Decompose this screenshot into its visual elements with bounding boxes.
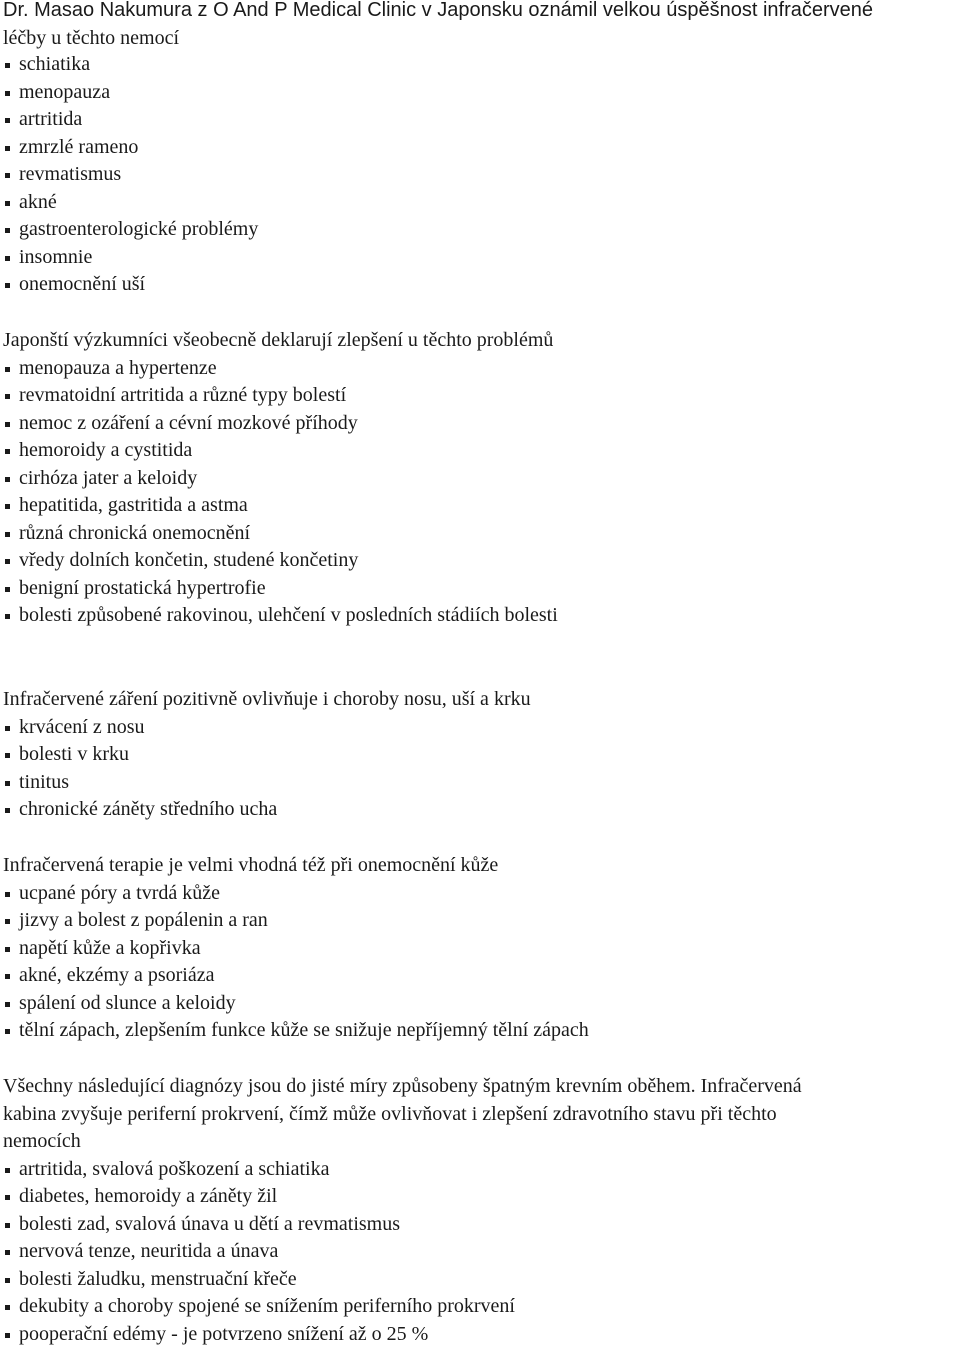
bullet-icon [5, 1223, 10, 1228]
list-item: bolesti zad, svalová únava u dětí a revmatismus [3, 1211, 960, 1239]
bullet-icon [5, 1250, 10, 1255]
list-item: gastroenterologické problémy [3, 216, 960, 244]
circulation-list [3, 1156, 960, 1348]
bullet-icon [5, 974, 10, 979]
bullet-icon [5, 449, 10, 454]
list-item: benigní prostatická hypertrofie [3, 575, 960, 603]
bullet-icon [5, 367, 10, 372]
bullet-icon [5, 1168, 10, 1173]
bullet-icon [5, 256, 10, 261]
list-item: jizvy a bolest z popálenin a ran [3, 907, 960, 935]
section-heading: Japonští výzkumníci všeobecně deklarují zlepšení u těchto problémů [3, 329, 554, 351]
list-item: tělní zápach, zlepšením funkce kůže se snižuje nepříjemný tělní zápach [3, 1017, 960, 1045]
bullet-icon [5, 587, 10, 592]
bullet-icon [5, 1305, 10, 1310]
list-item: ucpané póry a tvrdá kůže [3, 880, 960, 908]
bullet-icon [5, 1333, 10, 1338]
list-item: krvácení z nosu [3, 714, 960, 742]
skin-list [3, 880, 960, 1045]
list-item: schiatika [3, 51, 960, 79]
list-item: bolesti žaludku, menstruační křeče [3, 1266, 960, 1294]
list-item: zmrzlé rameno [3, 134, 960, 162]
bullet-icon [5, 173, 10, 178]
bullet-icon [5, 63, 10, 68]
section-1 [3, 51, 960, 299]
bullet-icon [5, 808, 10, 813]
list-item: artritida, svalová poškození a schiatika [3, 1156, 960, 1184]
bullet-icon [5, 422, 10, 427]
bullet-icon [5, 1029, 10, 1034]
bullet-icon [5, 614, 10, 619]
list-item: revmatismus [3, 161, 960, 189]
list-item: diabetes, hemoroidy a záněty žil [3, 1183, 960, 1211]
section-heading-line-1: Všechny následující diagnózy jsou do jisté míry způsobeny špatným krevním oběhem. Infračervená [3, 1075, 802, 1097]
list-item: tinitus [3, 769, 960, 797]
bullet-icon [5, 753, 10, 758]
bullet-icon [5, 394, 10, 399]
list-item: pooperační edémy - je potvrzeno snížení až o 25 % [3, 1321, 960, 1348]
list-item: dekubity a choroby spojené se snížením periferního prokrvení [3, 1293, 960, 1321]
intro-line-1: Dr. Masao Nakumura z O And P Medical Clinic v Japonsku oznámil velkou úspěšnost infračervené [3, 0, 874, 21]
bullet-icon [5, 283, 10, 288]
list-item: spálení od slunce a keloidy [3, 990, 960, 1018]
bullet-icon [5, 559, 10, 564]
intro-line-2: léčby u těchto nemocí [3, 26, 180, 49]
list-item: bolesti v krku [3, 741, 960, 769]
section-5 [3, 1073, 960, 1348]
section-2 [3, 327, 960, 630]
bullet-icon [5, 201, 10, 206]
list-item: artritida [3, 106, 960, 134]
bullet-icon [5, 504, 10, 509]
list-item: chronické záněty středního ucha [3, 796, 960, 824]
list-item: hepatitida, gastritida a astma [3, 492, 960, 520]
list-item: onemocnění uší [3, 271, 960, 299]
section-heading-line-3: nemocích [3, 1130, 81, 1152]
list-item: nemoc z ozáření a cévní mozkové příhody [3, 410, 960, 438]
list-item: menopauza [3, 79, 960, 107]
list-item: různá chronická onemocnění [3, 520, 960, 548]
list-item: hemoroidy a cystitida [3, 437, 960, 465]
diseases-list [3, 51, 960, 299]
list-item: vředy dolních končetin, studené končetiny [3, 547, 960, 575]
bullet-icon [5, 1002, 10, 1007]
bullet-icon [5, 781, 10, 786]
bullet-icon [5, 1195, 10, 1200]
bullet-icon [5, 1278, 10, 1283]
list-item: akné, ekzémy a psoriáza [3, 962, 960, 990]
section-4 [3, 852, 960, 1045]
list-item: nervová tenze, neuritida a únava [3, 1238, 960, 1266]
bullet-icon [5, 477, 10, 482]
bullet-icon [5, 947, 10, 952]
bullet-icon [5, 919, 10, 924]
bullet-icon [5, 532, 10, 537]
list-item: napětí kůže a kopřivka [3, 935, 960, 963]
bullet-icon [5, 726, 10, 731]
section-heading: Infračervená terapie je velmi vhodná též při onemocnění kůže [3, 854, 499, 876]
bullet-icon [5, 228, 10, 233]
list-item: insomnie [3, 244, 960, 272]
list-item: revmatoidní artritida a různé typy bolestí [3, 382, 960, 410]
bullet-icon [5, 91, 10, 96]
section-heading: Infračervené záření pozitivně ovlivňuje i choroby nosu, uší a krku [3, 688, 531, 710]
improvements-list [3, 355, 960, 630]
list-item: bolesti způsobené rakovinou, ulehčení v posledních stádiích bolesti [3, 602, 960, 630]
bullet-icon [5, 892, 10, 897]
bullet-icon [5, 146, 10, 151]
list-item: menopauza a hypertenze [3, 355, 960, 383]
intro-paragraph [3, 0, 960, 52]
list-item: akné [3, 189, 960, 217]
bullet-icon [5, 118, 10, 123]
section-heading-line-2: kabina zvyšuje periferní prokrvení, čímž může ovlivňovat i zlepšení zdravotního stavu při těchto [3, 1102, 777, 1125]
ent-list [3, 714, 960, 824]
list-item: cirhóza jater a keloidy [3, 465, 960, 493]
section-3 [3, 686, 960, 824]
